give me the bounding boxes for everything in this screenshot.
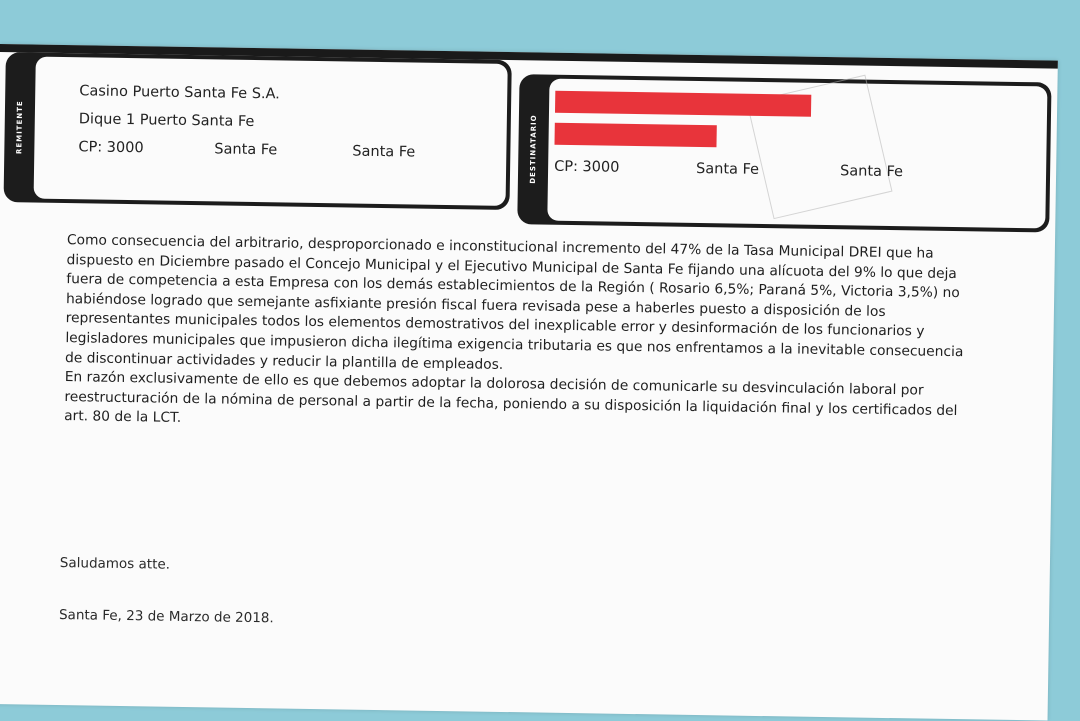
body-paragraph-2: En razón exclusivamente de ello es que debemos adoptar la dolorosa decisión de comunicarle su desvinculación laboral por reestructuración de la nómina de personal a partir de la fecha, poniendo a su disposición la liquidación final y los certificados del art. 80 de la LCT. xyxy=(64,369,958,427)
sender-box-inner xyxy=(34,57,508,206)
recipient-name-redaction xyxy=(555,91,811,117)
recipient-province: Santa Fe xyxy=(839,163,904,181)
recipient-tag xyxy=(517,74,549,224)
recipient-city: Santa Fe xyxy=(695,160,760,178)
recipient-box-inner xyxy=(547,79,1047,229)
letter-paper xyxy=(0,44,1058,721)
sender-box xyxy=(4,52,512,210)
letter-body xyxy=(64,231,977,441)
sender-city: Santa Fe xyxy=(214,141,278,159)
recipient-address-redaction xyxy=(554,123,716,148)
sender-address: Dique 1 Puerto Santa Fe xyxy=(78,111,255,131)
sender-cp: CP: 3000 xyxy=(78,139,144,157)
recipient-cp: CP: 3000 xyxy=(554,158,620,176)
sender-tag xyxy=(4,52,36,202)
sender-tag-label: REMITENTE xyxy=(15,100,25,155)
sender-province: Santa Fe xyxy=(352,143,416,161)
sender-address-block xyxy=(78,77,499,168)
recipient-box xyxy=(517,74,1051,232)
recipient-tag-label: DESTINATARIO xyxy=(528,114,538,185)
closing-greeting: Saludamos atte. xyxy=(59,555,171,573)
closing-date: Santa Fe, 23 de Marzo de 2018. xyxy=(58,606,274,627)
recipient-address-block xyxy=(554,153,1034,189)
body-paragraph-1: Como consecuencia del arbitrario, desproporcionado e inconstitucional incremento del 47% de la Tasa Municipal DREI que ha dispuesto en Diciembre pasado el Concejo Municipal y el Ejecutivo Municipal de Santa Fe fijando una alícuota del 9% lo que deja fuera de competencia a esta Empresa con los demás establecimientos de la Región ( Rosario 6,5%; Paraná 5%, Victoria 3,5%) no habiéndose logrado que semejante asfixiante presión fiscal fuera revisada pese a haberles puesto a disposición de los representantes municipales todos los elementos demostrativos del inexplicable error y desinformación de los funcionarios y legisladores municipales que impusieron dicha ilegítima exigencia tributaria es que nos enfrentamos a la inevitable consecuencia de discontinuar actividades y reducir la plantilla de empleados. xyxy=(64,232,964,373)
sender-name: Casino Puerto Santa Fe S.A. xyxy=(79,83,280,103)
